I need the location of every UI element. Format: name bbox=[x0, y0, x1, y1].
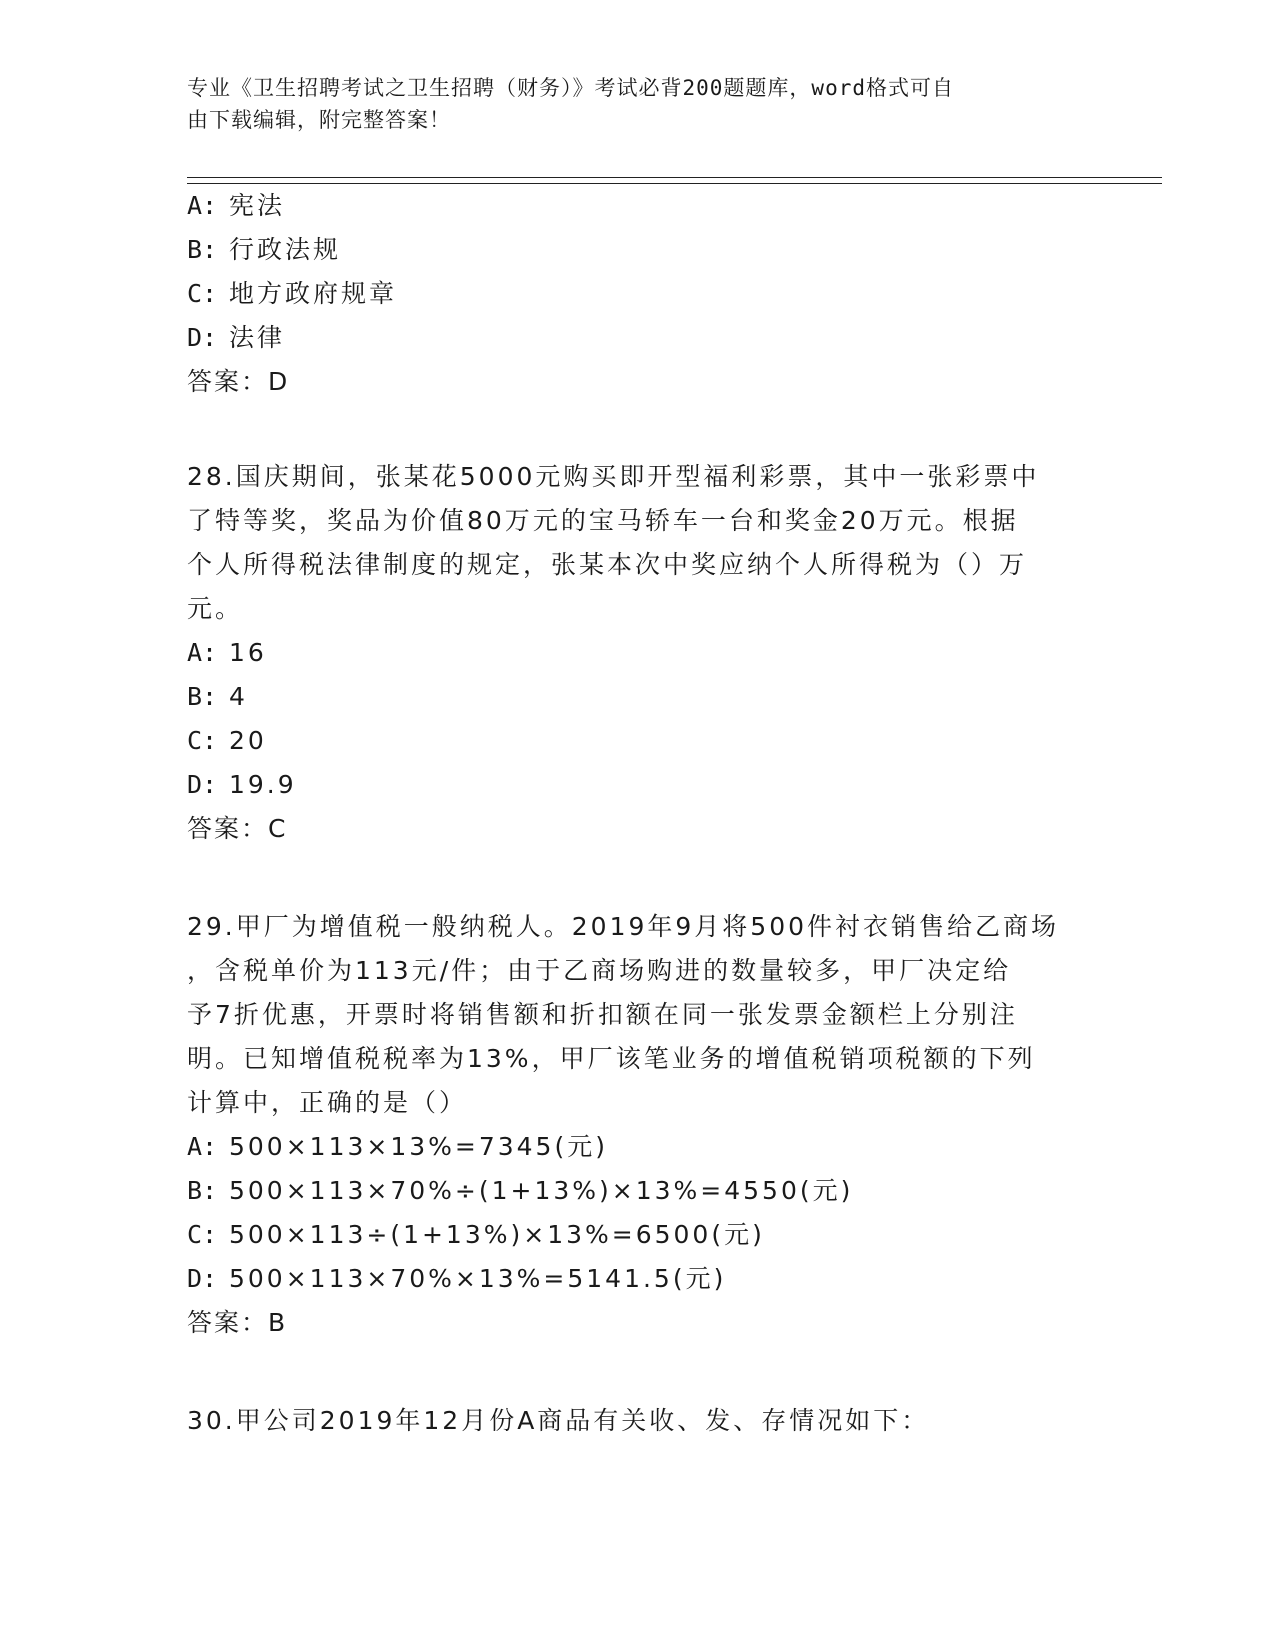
question-stem-line: 29.甲厂为增值税一般纳税人。2019年9月将500件衬衣销售给乙商场 bbox=[187, 912, 1060, 941]
option-b bbox=[187, 227, 341, 273]
option-label: D: bbox=[187, 1264, 218, 1293]
option-text: 宪法 bbox=[229, 191, 286, 220]
option-label: B: bbox=[187, 235, 218, 264]
question-stem-line: 元。 bbox=[187, 594, 244, 623]
option-a bbox=[187, 183, 285, 229]
option-c bbox=[187, 271, 397, 317]
option-label: A: bbox=[187, 191, 218, 220]
option-text: 法律 bbox=[229, 323, 286, 352]
option-d bbox=[187, 1256, 726, 1302]
question-stem-line: 计算中，正确的是（） bbox=[187, 1088, 468, 1117]
option-label: B: bbox=[187, 682, 218, 711]
option-label: B: bbox=[187, 1176, 218, 1205]
option-a bbox=[187, 630, 267, 676]
option-d bbox=[187, 762, 297, 808]
option-text: 500×113÷(1+13%)×13%=6500(元) bbox=[229, 1220, 765, 1249]
question-stem-line: 予7折优惠，开票时将销售额和折扣额在同一张发票金额栏上分别注 bbox=[187, 1000, 1018, 1029]
answer-line: 答案：B bbox=[187, 1308, 288, 1337]
option-text: 500×113×70%×13%=5141.5(元) bbox=[229, 1264, 727, 1293]
question-stem-line: 30.甲公司2019年12月份A商品有关收、发、存情况如下： bbox=[187, 1406, 930, 1435]
option-label: D: bbox=[187, 770, 218, 799]
question-stem-line: 个人所得税法律制度的规定，张某本次中奖应纳个人所得税为（）万 bbox=[187, 550, 1028, 579]
option-text: 20 bbox=[229, 726, 267, 755]
option-c bbox=[187, 1212, 765, 1258]
option-d bbox=[187, 315, 285, 361]
question-stem-line: 了特等奖，奖品为价值80万元的宝马轿车一台和奖金20万元。根据 bbox=[187, 506, 1019, 535]
option-c bbox=[187, 718, 267, 764]
option-b bbox=[187, 1168, 853, 1214]
question-stem-line: 明。已知增值税税率为13%，甲厂该笔业务的增值税销项税额的下列 bbox=[187, 1044, 1036, 1073]
option-label: C: bbox=[187, 1220, 218, 1249]
question-stem-line: 28.国庆期间，张某花5000元购买即开型福利彩票，其中一张彩票中 bbox=[187, 462, 1040, 491]
answer-line: 答案：D bbox=[187, 367, 290, 396]
header-divider-top bbox=[187, 177, 1162, 178]
option-label: D: bbox=[187, 323, 218, 352]
option-text: 4 bbox=[229, 682, 248, 711]
option-label: A: bbox=[187, 638, 218, 667]
option-text: 500×113×13%=7345(元) bbox=[229, 1132, 608, 1161]
header-line-1: 专业《卫生招聘考试之卫生招聘（财务）》考试必背200题题库，word格式可自 bbox=[187, 76, 954, 100]
option-text: 16 bbox=[229, 638, 267, 667]
option-text: 行政法规 bbox=[229, 235, 342, 264]
option-label: C: bbox=[187, 726, 218, 755]
option-text: 19.9 bbox=[229, 770, 297, 799]
header-line-2: 由下载编辑，附完整答案！ bbox=[187, 108, 451, 132]
answer-line: 答案：C bbox=[187, 814, 288, 843]
option-a bbox=[187, 1124, 608, 1170]
option-text: 500×113×70%÷(1+13%)×13%=4550(元) bbox=[229, 1176, 854, 1205]
question-stem-line: ，含税单价为113元/件；由于乙商场购进的数量较多，甲厂决定给 bbox=[187, 956, 1012, 985]
option-b bbox=[187, 674, 248, 720]
option-text: 地方政府规章 bbox=[229, 279, 398, 308]
option-label: C: bbox=[187, 279, 218, 308]
document-header bbox=[187, 72, 1087, 136]
option-label: A: bbox=[187, 1132, 218, 1161]
header-divider-bottom bbox=[187, 183, 1162, 184]
